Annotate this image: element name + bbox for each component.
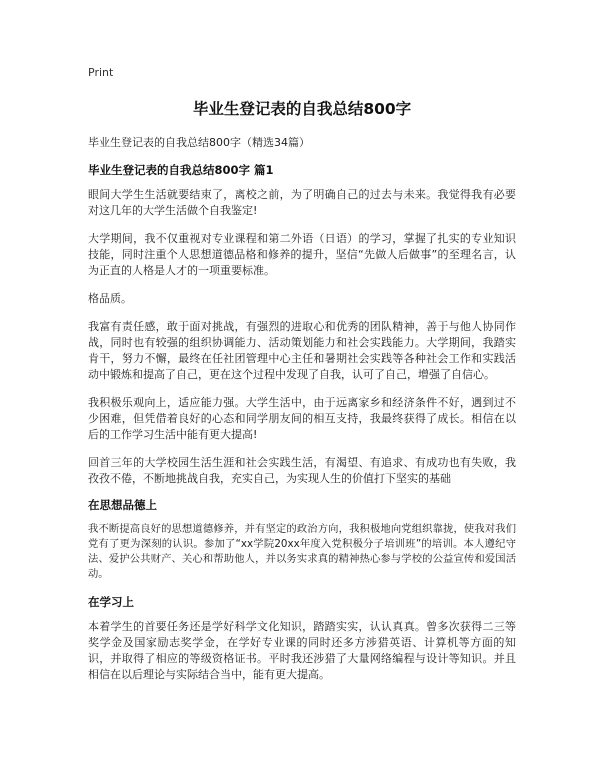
paragraph: 本着学生的首要任务还是学好科学文化知识，踏踏实实，认认真真。曾多次获得二三等奖学金及国家励志奖学金，在学好专业课的同时还多方涉猎英语、计算机等方面的知识，并取得了相应的等级资格证书。平时我还涉猎了大量网络编程与设计等知识。并且相信在以后理论与实际结合当中，能有更大提高。 (88, 620, 516, 681)
print-link[interactable]: Print (88, 66, 114, 79)
paragraph: 我积极乐观向上，适应能力强。大学生活中，由于远离家乡和经济条件不好，遇到过不少困难，但凭借着良好的心态和同学朋友间的相互支持，我最终获得了成长。相信在以后的工作学习生活中能有更大提高! (88, 396, 516, 441)
paragraph: 我不断提高良好的思想道德修养，并有坚定的政治方向，我积极地向党组织靠拢，使我对我们党有了更为深刻的认识。参加了“xx学院20xx年度入党积极分子培训班”的培训。本人遵纪守法、爱护公共财产、关心和帮助他人，并以务实求真的精神热心参与学校的公益宣传和爱国活动。 (88, 523, 516, 580)
paragraph: 格品质。 (88, 292, 132, 305)
section-heading-study: 在学习上 (88, 595, 134, 609)
document-title: 毕业生登记表的自我总结800字 (192, 100, 412, 118)
section-heading-ideology: 在思想品德上 (88, 498, 157, 512)
document-subtitle: 毕业生登记表的自我总结800字（精选34篇） (88, 136, 310, 149)
paragraph: 回首三年的大学校园生活生涯和社会实践生活，有渴望、有追求、有成功也有失败，我孜孜不倦，不断地挑战自我，充实自己，为实现人生的价值打下坚实的基础 (88, 456, 516, 485)
section-heading-article-1: 毕业生登记表的自我总结800字 篇1 (88, 163, 274, 177)
paragraph: 眼间大学生生活就要结束了，离校之前，为了明确自己的过去与未来。我觉得我有必要对这几年的大学生活做个自我鉴定! (88, 188, 516, 217)
paragraph: 大学期间，我不仅重视对专业课程和第二外语（日语）的学习，掌握了扎实的专业知识技能，同时注重个人思想道德品格和修养的提升，坚信“先做人后做事”的至理名言，认为正直的人格是人才的一项重要标准。 (88, 232, 516, 277)
paragraph: 我富有责任感，敢于面对挑战，有强烈的进取心和优秀的团队精神，善于与他人协同作战，同时也有较强的组织协调能力、活动策划能力和社会实践能力。大学期间，我踏实肯干，努力不懈，最终在任社团管理中心主任和暑期社会实践等各种社会工作和实践活动中锻炼和提高了自己，更在这个过程中发现了自我，认可了自己，增强了自信心。 (88, 320, 516, 381)
document-page (88, 66, 516, 695)
